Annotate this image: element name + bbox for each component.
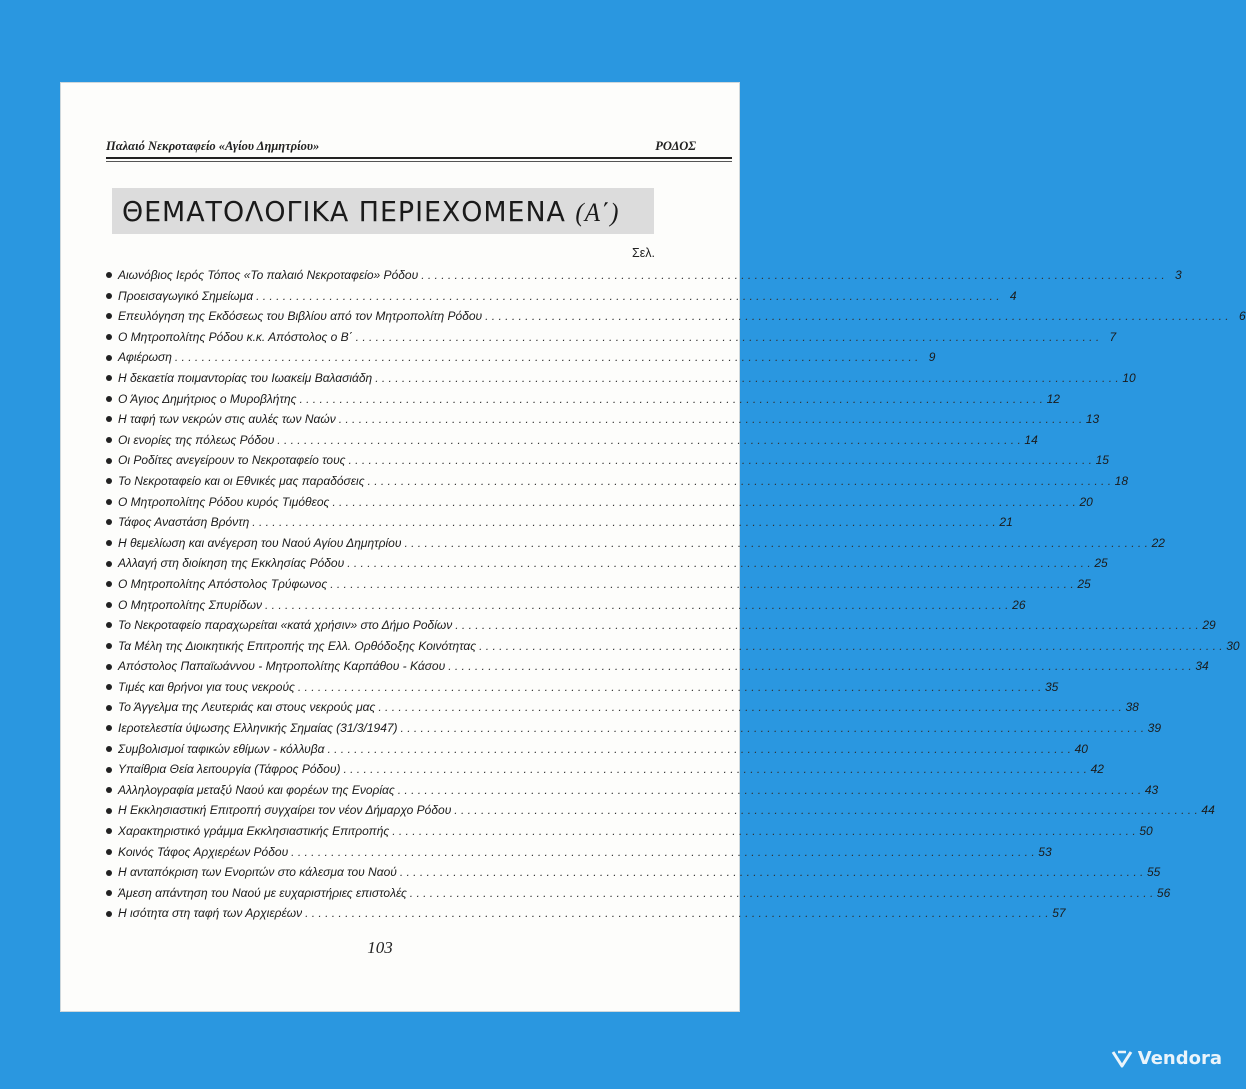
toc-entry-title: Το Νεκροταφείο και οι Εθνικές μας παραδόσεις bbox=[118, 473, 365, 488]
toc-leader-dots bbox=[401, 718, 1144, 739]
toc-entry bbox=[106, 800, 1215, 821]
toc-entry-page: 25 bbox=[1077, 576, 1091, 591]
bullet-icon bbox=[106, 808, 112, 814]
bullet-icon bbox=[106, 664, 112, 670]
bullet-icon bbox=[106, 540, 112, 546]
bullet-icon bbox=[106, 519, 112, 525]
bullet-icon bbox=[106, 684, 112, 690]
header-location: ΡΟΔΟΣ bbox=[655, 139, 696, 153]
toc-entry bbox=[106, 306, 1246, 327]
toc-entry bbox=[106, 883, 1171, 904]
toc-leader-dots bbox=[330, 574, 1073, 595]
bullet-icon bbox=[106, 870, 112, 876]
toc-entry-page: 26 bbox=[1012, 597, 1026, 612]
bullet-icon bbox=[106, 334, 112, 340]
toc-entry-title: Επευλόγηση της Εκδόσεως του Βιβλίου από τον Μητροπολίτη Ρόδου bbox=[118, 309, 483, 324]
toc-entry-page: 42 bbox=[1090, 762, 1104, 777]
toc-entry-title: Ο Άγιος Δημήτριος ο Μυροβλήτης bbox=[118, 391, 297, 406]
toc-entry-page: 9 bbox=[928, 350, 936, 365]
toc-entry-title: Ο Μητροπολίτης Σπυρίδων bbox=[118, 597, 263, 612]
header-rule-thick bbox=[106, 157, 732, 159]
toc-entry bbox=[106, 759, 1104, 780]
bullet-icon bbox=[106, 561, 112, 567]
toc-leader-dots bbox=[265, 595, 1008, 616]
toc-entry bbox=[106, 450, 1109, 471]
toc-leader-dots bbox=[485, 306, 1228, 327]
bullet-icon bbox=[106, 890, 112, 896]
bullet-icon bbox=[106, 581, 112, 587]
toc-leader-dots bbox=[252, 512, 995, 533]
toc-entry bbox=[106, 492, 1093, 513]
toc-entry-title: Η Εκκλησιαστική Επιτροπή συγχαίρει τον νέον Δήμαρχο Ρόδου bbox=[118, 803, 452, 818]
toc-entry-page: 21 bbox=[999, 515, 1013, 530]
toc-entry-page: 12 bbox=[1046, 391, 1060, 406]
bullet-icon bbox=[106, 849, 112, 855]
toc-entry-title: Άμεση απάντηση του Ναού με ευχαριστήριες επιστολές bbox=[118, 885, 407, 900]
toc-entry-page: 13 bbox=[1085, 412, 1100, 427]
toc-entry bbox=[106, 595, 1026, 616]
toc-leader-dots bbox=[349, 450, 1092, 471]
bullet-icon bbox=[106, 499, 112, 505]
toc-leader-dots bbox=[339, 409, 1082, 430]
toc-entry-title: Η ανταπόκριση των Ενοριτών στο κάλεσμα του Ναού bbox=[118, 865, 397, 880]
toc-entry bbox=[106, 697, 1139, 718]
toc-entry bbox=[106, 677, 1059, 698]
running-header bbox=[106, 137, 728, 157]
section-title-band bbox=[112, 188, 654, 234]
toc-leader-dots bbox=[454, 800, 1197, 821]
toc-entry bbox=[106, 389, 1060, 410]
bullet-icon bbox=[106, 375, 112, 381]
toc-leader-dots bbox=[291, 842, 1034, 863]
toc-entry bbox=[106, 574, 1091, 595]
toc-entry-title: Ο Μητροπολίτης Ρόδου κυρός Τιμόθεος bbox=[118, 494, 330, 509]
bullet-icon bbox=[106, 705, 112, 711]
toc-leader-dots bbox=[256, 286, 999, 307]
toc-entry bbox=[106, 327, 1117, 348]
bullet-icon bbox=[106, 272, 112, 278]
watermark bbox=[1112, 1048, 1222, 1069]
toc-entry bbox=[106, 286, 1017, 307]
toc-entry-title: Τάφος Αναστάση Βρόντη bbox=[118, 515, 250, 530]
toc-leader-dots bbox=[343, 759, 1086, 780]
toc-entry bbox=[106, 347, 936, 368]
toc-leader-dots bbox=[378, 697, 1121, 718]
toc-entry-page: 25 bbox=[1094, 556, 1108, 571]
toc-leader-dots bbox=[298, 677, 1041, 698]
toc-entry-page: 18 bbox=[1114, 473, 1129, 488]
bullet-icon bbox=[106, 396, 112, 402]
toc-entry-page: 38 bbox=[1125, 700, 1139, 715]
bullet-icon bbox=[106, 787, 112, 793]
toc-entry-page: 34 bbox=[1195, 659, 1209, 674]
page-number: 103 bbox=[367, 938, 393, 957]
toc-leader-dots bbox=[398, 780, 1141, 801]
toc-entry-page: 53 bbox=[1038, 844, 1052, 859]
section-title bbox=[122, 195, 619, 228]
toc-entry bbox=[106, 409, 1100, 430]
toc-entry bbox=[106, 636, 1240, 657]
toc-leader-dots bbox=[305, 903, 1048, 924]
bullet-icon bbox=[106, 478, 112, 484]
toc-leader-dots bbox=[400, 862, 1143, 883]
toc-entry-title: Οι ενορίες της πόλεως Ρόδου bbox=[118, 432, 275, 447]
toc-entry-title: Υπαίθρια Θεία λειτουργία (Τάφρος Ρόδου) bbox=[118, 762, 341, 777]
toc-entry bbox=[106, 615, 1216, 636]
toc-entry bbox=[106, 903, 1066, 924]
toc-leader-dots bbox=[368, 471, 1111, 492]
toc-entry-page: 14 bbox=[1024, 432, 1038, 447]
toc-entry-page: 55 bbox=[1146, 865, 1161, 880]
toc-leader-dots bbox=[404, 533, 1147, 554]
toc-entry-title: Κοινός Τάφος Αρχιερέων Ρόδου bbox=[118, 844, 289, 859]
toc-entry-page: 29 bbox=[1202, 618, 1216, 633]
bullet-icon bbox=[106, 746, 112, 752]
bullet-icon bbox=[106, 416, 112, 422]
toc-entry-page: 40 bbox=[1074, 741, 1088, 756]
toc-leader-dots bbox=[332, 492, 1075, 513]
toc-entry-title: Η ταφή των νεκρών στις αυλές των Ναών bbox=[118, 412, 336, 427]
toc-leader-dots bbox=[277, 430, 1020, 451]
toc-entry-title: Οι Ροδίτες ανεγείρουν το Νεκροταφείο τους bbox=[118, 453, 346, 468]
toc-entry-page: 20 bbox=[1079, 494, 1093, 509]
toc-entry bbox=[106, 862, 1161, 883]
toc-entry bbox=[106, 842, 1052, 863]
bullet-icon bbox=[106, 767, 112, 773]
toc-entry-page: 57 bbox=[1052, 906, 1066, 921]
bullet-icon bbox=[106, 437, 112, 443]
toc-leader-dots bbox=[299, 389, 1042, 410]
toc-entry bbox=[106, 471, 1129, 492]
table-of-contents bbox=[106, 265, 1246, 924]
toc-leader-dots bbox=[175, 347, 918, 368]
toc-entry-page: 15 bbox=[1095, 453, 1109, 468]
toc-leader-dots bbox=[356, 327, 1099, 348]
watermark-brand: Vendora bbox=[1137, 1048, 1222, 1069]
toc-entry-title: Τα Μέλη της Διοικητικής Επιτροπής της Ελλ. Ορθόδοξης Κοινότητας bbox=[118, 638, 477, 653]
toc-entry-title: Αφιέρωση bbox=[118, 350, 172, 365]
bullet-icon bbox=[106, 602, 112, 608]
toc-entry-title: Συμβολισμοί ταφικών εθίμων - κόλλυβα bbox=[118, 741, 325, 756]
toc-entry-title: Προεισαγωγικό Σημείωμα bbox=[118, 288, 254, 303]
toc-entry-page: 50 bbox=[1139, 824, 1153, 839]
toc-entry bbox=[106, 718, 1162, 739]
bullet-icon bbox=[106, 355, 112, 361]
toc-entry-title: Αλληλογραφία μεταξύ Ναού και φορέων της Ενορίας bbox=[118, 782, 395, 797]
toc-entry bbox=[106, 656, 1209, 677]
toc-entry-page: 22 bbox=[1151, 535, 1165, 550]
vendora-logo-icon bbox=[1112, 1050, 1132, 1068]
toc-entry bbox=[106, 265, 1182, 286]
scanned-page bbox=[60, 82, 1246, 1012]
toc-entry-page: 4 bbox=[1009, 288, 1017, 303]
bullet-icon bbox=[106, 458, 112, 464]
toc-entry bbox=[106, 780, 1159, 801]
toc-leader-dots bbox=[455, 615, 1198, 636]
toc-leader-dots bbox=[421, 265, 1164, 286]
toc-entry bbox=[106, 821, 1153, 842]
toc-entry-title: Η ισότητα στη ταφή των Αρχιερέων bbox=[118, 906, 303, 921]
toc-leader-dots bbox=[410, 883, 1153, 904]
toc-leader-dots bbox=[448, 656, 1191, 677]
bullet-icon bbox=[106, 828, 112, 834]
header-book-title: Παλαιό Νεκροταφείο «Αγίου Δημητρίου» bbox=[106, 139, 320, 153]
toc-entry-title: Χαρακτηριστικό γράμμα Εκκλησιαστικής Επιτροπής bbox=[118, 824, 390, 839]
toc-entry-title: Ιεροτελεστία ύψωσης Ελληνικής Σημαίας (31/3/1947) bbox=[118, 721, 398, 736]
page-column-label: Σελ. bbox=[631, 246, 655, 260]
toc-leader-dots bbox=[347, 553, 1090, 574]
section-title-main: ΘΕΜΑΤΟΛΟΓΙΚΑ ΠΕΡΙΕΧΟΜΕΝΑ bbox=[122, 195, 566, 228]
toc-entry-page: 43 bbox=[1144, 782, 1159, 797]
bullet-icon bbox=[106, 643, 112, 649]
toc-entry-title: Ο Μητροπολίτης Απόστολος Τρύφωνος bbox=[118, 576, 328, 591]
toc-entry bbox=[106, 553, 1108, 574]
header-rule-thin bbox=[106, 161, 732, 162]
toc-entry-title: Αλλαγή στη διοίκηση της Εκκλησίας Ρόδου bbox=[118, 556, 345, 571]
bullet-icon bbox=[106, 313, 112, 319]
toc-entry-title: Απόστολος Παπαϊωάννου - Μητροπολίτης Καρπάθου - Κάσου bbox=[118, 659, 446, 674]
bullet-icon bbox=[106, 293, 112, 299]
section-title-part: (Α΄) bbox=[575, 198, 620, 227]
toc-entry-page: 10 bbox=[1122, 370, 1136, 385]
toc-entry-title: Αιωνόβιος Ιερός Τόπος «Το παλαιό Νεκροταφείο» Ρόδου bbox=[118, 268, 419, 282]
toc-entry-page: 3 bbox=[1174, 268, 1182, 282]
bullet-icon bbox=[106, 911, 112, 917]
toc-entry-title: Το Νεκροταφείο παραχωρείται «κατά χρήσιν» στο Δήμο Ροδίων bbox=[118, 618, 453, 633]
toc-leader-dots bbox=[375, 368, 1118, 389]
toc-entry-title: Η θεμελίωση και ανέγερση του Ναού Αγίου Δημητρίου bbox=[118, 535, 402, 550]
toc-entry-page: 56 bbox=[1156, 885, 1171, 900]
toc-entry-page: 30 bbox=[1226, 638, 1240, 653]
toc-entry-page: 44 bbox=[1201, 803, 1215, 818]
toc-entry bbox=[106, 512, 1013, 533]
toc-leader-dots bbox=[392, 821, 1135, 842]
toc-leader-dots bbox=[479, 636, 1222, 657]
toc-entry bbox=[106, 533, 1165, 554]
toc-entry-title: Ο Μητροπολίτης Ρόδου κ.κ. Απόστολος ο Β΄ bbox=[118, 329, 353, 344]
toc-entry-title: Η δεκαετία ποιμαντορίας του Ιωακείμ Βαλασιάδη bbox=[118, 370, 373, 385]
toc-entry-page: 6 bbox=[1238, 309, 1246, 324]
bullet-icon bbox=[106, 725, 112, 731]
toc-entry-title: Το Άγγελμα της Λευτεριάς και στους νεκρούς μας bbox=[118, 700, 376, 715]
toc-entry-title: Τιμές και θρήνοι για τους νεκρούς bbox=[118, 679, 295, 694]
bullet-icon bbox=[106, 622, 112, 628]
toc-leader-dots bbox=[327, 739, 1070, 760]
toc-entry-page: 7 bbox=[1109, 329, 1117, 344]
toc-entry bbox=[106, 739, 1088, 760]
toc-entry-page: 35 bbox=[1045, 679, 1059, 694]
toc-entry bbox=[106, 368, 1136, 389]
toc-entry bbox=[106, 430, 1038, 451]
toc-entry-page: 39 bbox=[1147, 721, 1162, 736]
